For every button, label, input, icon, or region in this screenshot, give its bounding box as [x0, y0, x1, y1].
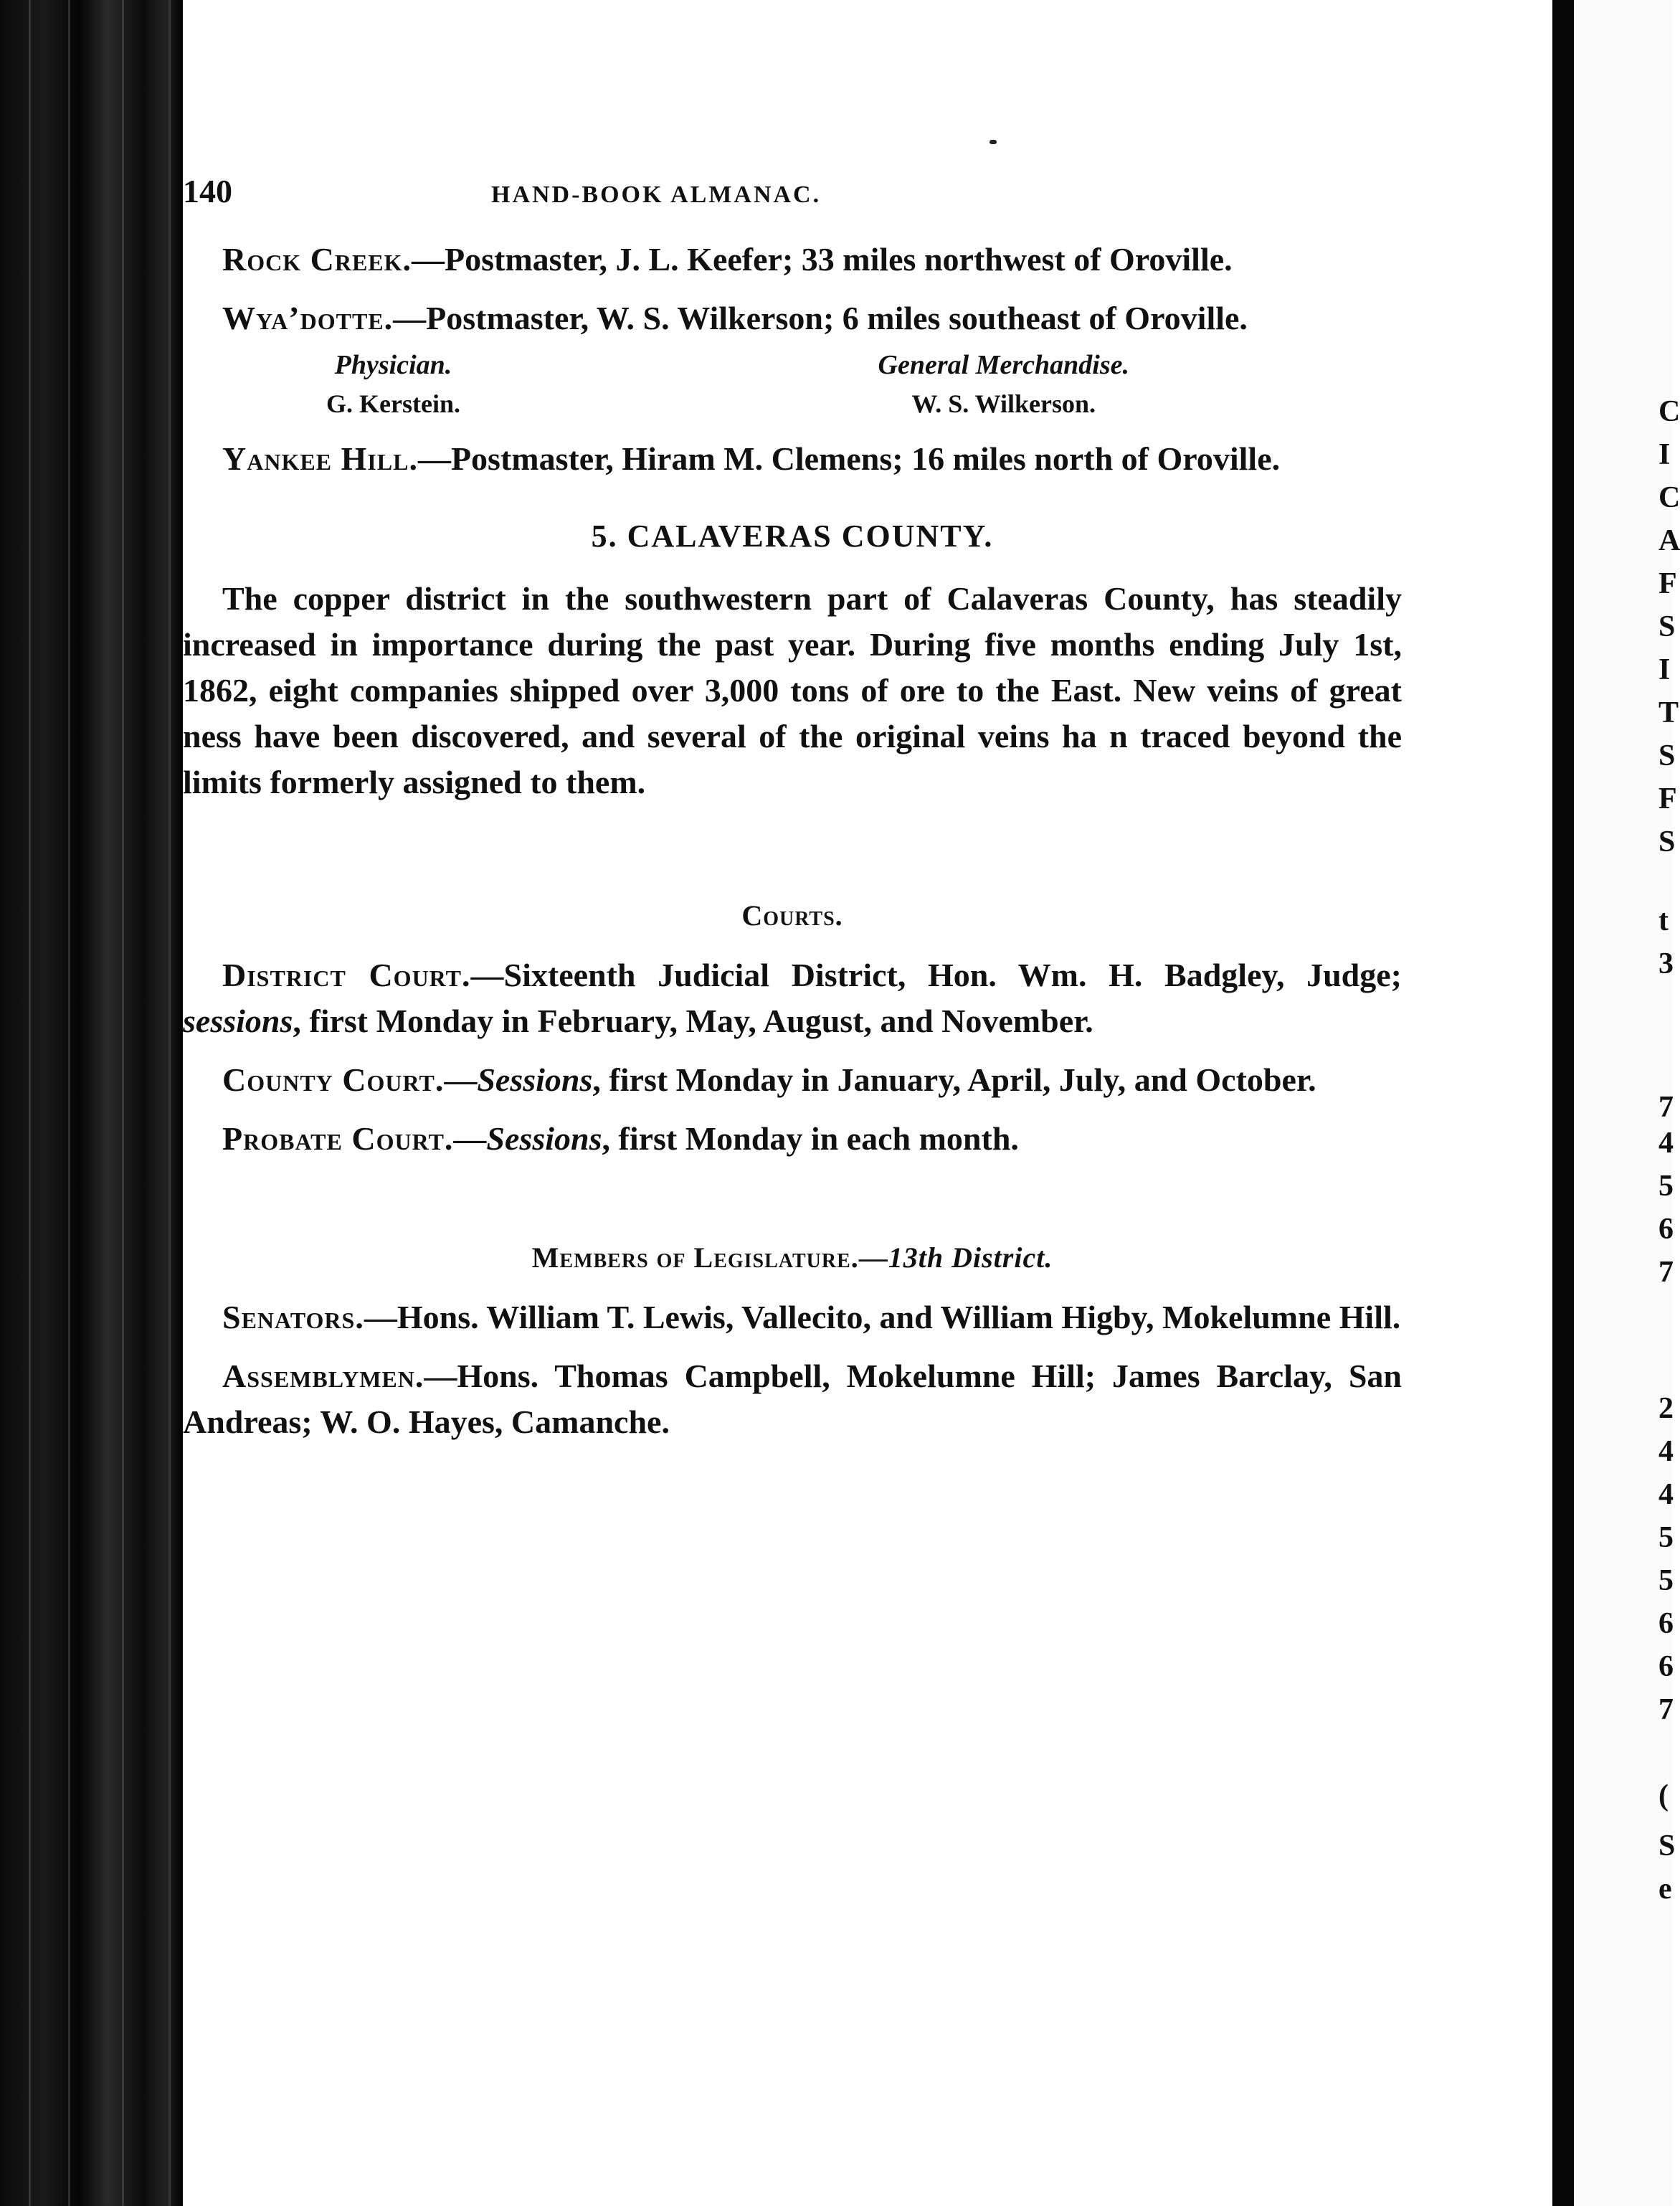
- adjacent-fragment: (: [1658, 1779, 1669, 1812]
- adjacent-fragment: A: [1658, 524, 1680, 557]
- page-content: [183, 172, 1402, 1445]
- business-name: G. Kerstein.: [326, 389, 460, 418]
- book-gutter-left: [0, 0, 183, 2206]
- sessions-word: Sessions: [477, 1061, 593, 1098]
- entry-name: Rock Creek.: [222, 241, 412, 278]
- adjacent-fragment: 6: [1658, 1213, 1674, 1246]
- entry-name: Wyaʼdotte.: [222, 300, 394, 336]
- entry-yankee-hill: [183, 436, 1402, 482]
- legislature-heading: [183, 1241, 1402, 1274]
- adjacent-fragment: 5: [1658, 1170, 1674, 1203]
- entry-rock-creek: [183, 237, 1402, 283]
- adjacent-fragment: 4: [1658, 1478, 1674, 1511]
- entry-wyandotte: [183, 295, 1402, 341]
- entry-name: District Court.: [222, 957, 471, 993]
- running-title: HAND-BOOK ALMANAC.: [491, 181, 822, 208]
- entry-dash: —: [453, 1120, 487, 1157]
- adjacent-fragment: S: [1658, 1829, 1676, 1862]
- entry-text: —Hons. Thomas Campbell, Mokelumne Hill; James Barclay, San Andreas; W. O. Hayes, Camanche.: [183, 1358, 1402, 1440]
- adjacent-fragment: C: [1658, 395, 1680, 428]
- entry-text: —Postmaster, J. L. Keefer; 33 miles northwest of Oroville.: [412, 241, 1233, 278]
- legislature-heading-main: Members of Legislature.—: [531, 1241, 888, 1274]
- adjacent-fragment: 7: [1658, 1256, 1674, 1289]
- courts-heading: Courts.: [741, 899, 843, 932]
- adjacent-fragment: F: [1658, 567, 1677, 600]
- business-label: Physician.: [334, 350, 452, 380]
- business-name: W. S. Wilkerson.: [911, 389, 1096, 418]
- entry-dash: —: [444, 1061, 478, 1098]
- adjacent-fragment: 3: [1658, 947, 1674, 980]
- entry-name: Yankee Hill.: [222, 440, 418, 477]
- adjacent-fragment: T: [1658, 696, 1679, 729]
- book-gutter-right: [1552, 0, 1574, 2206]
- adjacent-fragment: 5: [1658, 1564, 1674, 1597]
- legislature-district: 13th District.: [888, 1241, 1053, 1274]
- business-listing: [326, 346, 1129, 423]
- entry-name: Probate Court.: [222, 1120, 454, 1157]
- adjacent-fragment: 7: [1658, 1693, 1674, 1726]
- entry-name: County Court.: [222, 1061, 445, 1098]
- business-column: [326, 346, 460, 423]
- adjacent-fragment: t: [1658, 904, 1669, 937]
- adjacent-fragment: 2: [1658, 1392, 1674, 1425]
- print-speck: [990, 140, 997, 144]
- adjacent-fragment: S: [1658, 739, 1676, 772]
- adjacent-fragment: e: [1658, 1873, 1672, 1906]
- adjacent-fragment: 5: [1658, 1521, 1674, 1554]
- sessions-word: sessions: [183, 1003, 293, 1039]
- entry-text: , first Monday in February, May, August, and November.: [293, 1003, 1093, 1039]
- section-heading: 5. CALAVERAS COUNTY.: [591, 519, 994, 554]
- adjacent-fragment: S: [1658, 825, 1676, 858]
- adjacent-fragment: 4: [1658, 1127, 1674, 1160]
- entry-text: —Postmaster, W. S. Wilkerson; 6 miles southeast of Oroville.: [393, 300, 1248, 336]
- entry-text: —Postmaster, Hiram M. Clemens; 16 miles north of Oroville.: [417, 440, 1281, 477]
- entry-text: , first Monday in January, April, July, and October.: [592, 1061, 1316, 1098]
- adjacent-fragment: C: [1658, 481, 1680, 514]
- entry-district-court: [183, 952, 1402, 1044]
- adjacent-fragment: F: [1658, 782, 1677, 815]
- page-number: 140: [183, 173, 232, 209]
- entry-probate-court: [183, 1116, 1402, 1162]
- adjacent-fragment: I: [1658, 438, 1671, 471]
- adjacent-fragment: 6: [1658, 1650, 1674, 1683]
- adjacent-fragment: 6: [1658, 1607, 1674, 1640]
- adjacent-fragment: S: [1658, 610, 1676, 643]
- entry-text: —Sixteenth Judicial District, Hon. Wm. H. Badgley, Judge;: [470, 957, 1402, 993]
- entry-senators: [183, 1294, 1402, 1340]
- entry-name: Assemblymen.: [222, 1358, 424, 1394]
- running-head: [183, 172, 1402, 222]
- adjacent-fragment: 7: [1658, 1091, 1674, 1124]
- business-label: General Merchandise.: [878, 350, 1129, 380]
- entry-county-court: [183, 1057, 1402, 1103]
- entry-text: , first Monday in each month.: [602, 1120, 1019, 1157]
- entry-assemblymen: [183, 1353, 1402, 1445]
- entry-text: —Hons. William T. Lewis, Vallecito, and William Higby, Mokelumne Hill.: [364, 1299, 1401, 1335]
- adjacent-fragment: 4: [1658, 1435, 1674, 1468]
- entry-name: Senators.: [222, 1299, 364, 1335]
- intro-paragraph: The copper district in the southwestern part of Calaveras County, has steadily increased in importance during the past year. During five months ending July 1st, 1862, eight companies shipped over 3,000 tons of ore to the East. New veins of great ness have been discovered, and several of the original veins ha n traced beyond the limits formerly assigned to them.: [183, 580, 1402, 800]
- adjacent-page-edge: [1574, 0, 1680, 2206]
- business-column: [878, 346, 1129, 423]
- adjacent-fragment: I: [1658, 653, 1671, 686]
- sessions-word: Sessions: [486, 1120, 602, 1157]
